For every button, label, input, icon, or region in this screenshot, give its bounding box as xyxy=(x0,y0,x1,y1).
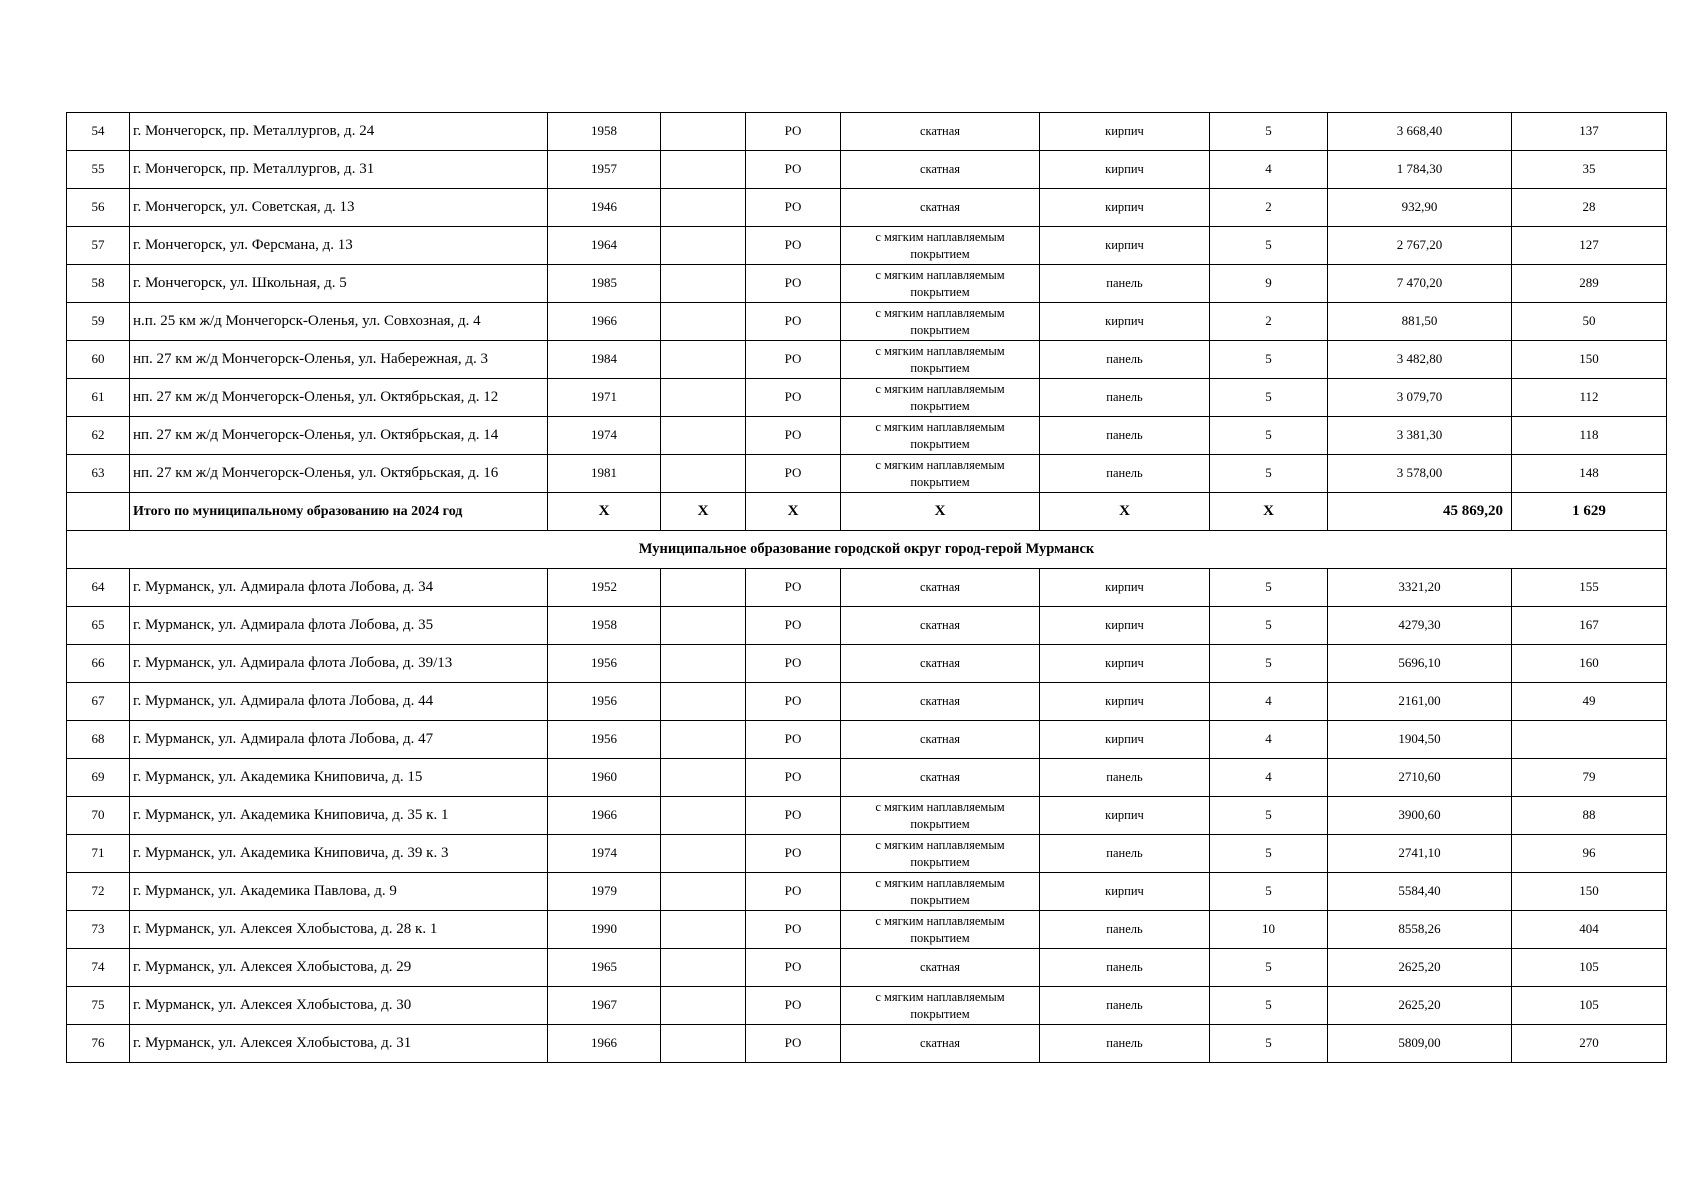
table-row xyxy=(67,455,1667,493)
row-area: 2625,20 xyxy=(1328,987,1512,1025)
table-row xyxy=(67,949,1667,987)
row-residents: 50 xyxy=(1512,303,1667,341)
row-roof: с мягким наплавляемым покрытием xyxy=(841,341,1040,379)
row-wall: кирпич xyxy=(1040,569,1210,607)
row-floors: 4 xyxy=(1210,721,1328,759)
row-empty-col xyxy=(661,303,746,341)
group2-body xyxy=(67,569,1667,1063)
row-residents: 148 xyxy=(1512,455,1667,493)
row-address: г. Мурманск, ул. Адмирала флота Лобова, д. 35 xyxy=(130,607,548,645)
row-area: 5809,00 xyxy=(1328,1025,1512,1063)
row-wall: панель xyxy=(1040,835,1210,873)
row-roof: с мягким наплавляемым покрытием xyxy=(841,227,1040,265)
row-empty-col xyxy=(661,987,746,1025)
row-residents: 270 xyxy=(1512,1025,1667,1063)
table-row xyxy=(67,265,1667,303)
row-year: 1957 xyxy=(548,151,661,189)
row-residents: 105 xyxy=(1512,949,1667,987)
row-residents: 105 xyxy=(1512,987,1667,1025)
row-residents: 289 xyxy=(1512,265,1667,303)
row-wall: панель xyxy=(1040,417,1210,455)
row-type: РО xyxy=(746,911,841,949)
row-address: г. Мурманск, ул. Алексея Хлобыстова, д. 31 xyxy=(130,1025,548,1063)
row-year: 1966 xyxy=(548,1025,661,1063)
row-address: н.п. 25 км ж/д Мончегорск-Оленья, ул. Совхозная, д. 4 xyxy=(130,303,548,341)
row-roof: с мягким наплавляемым покрытием xyxy=(841,303,1040,341)
total-x-c4: Х xyxy=(661,493,746,531)
row-wall: кирпич xyxy=(1040,683,1210,721)
row-roof: с мягким наплавляемым покрытием xyxy=(841,379,1040,417)
row-roof: с мягким наплавляемым покрытием xyxy=(841,987,1040,1025)
row-empty-col xyxy=(661,417,746,455)
row-number: 66 xyxy=(67,645,130,683)
row-number: 69 xyxy=(67,759,130,797)
row-roof: скатная xyxy=(841,683,1040,721)
row-empty-col xyxy=(661,227,746,265)
row-roof: скатная xyxy=(841,189,1040,227)
row-type: РО xyxy=(746,341,841,379)
row-type: РО xyxy=(746,227,841,265)
row-empty-col xyxy=(661,949,746,987)
total-empty-cell xyxy=(67,493,130,531)
row-number: 57 xyxy=(67,227,130,265)
row-area: 2625,20 xyxy=(1328,949,1512,987)
row-floors: 5 xyxy=(1210,607,1328,645)
row-number: 54 xyxy=(67,113,130,151)
table-row xyxy=(67,683,1667,721)
row-address: г. Мурманск, ул. Адмирала флота Лобова, д. 34 xyxy=(130,569,548,607)
row-residents: 88 xyxy=(1512,797,1667,835)
row-number: 63 xyxy=(67,455,130,493)
row-address: г. Мурманск, ул. Академика Павлова, д. 9 xyxy=(130,873,548,911)
row-floors: 9 xyxy=(1210,265,1328,303)
row-residents: 49 xyxy=(1512,683,1667,721)
row-type: РО xyxy=(746,949,841,987)
row-floors: 2 xyxy=(1210,189,1328,227)
row-area: 5696,10 xyxy=(1328,645,1512,683)
row-empty-col xyxy=(661,151,746,189)
row-roof: с мягким наплавляемым покрытием xyxy=(841,911,1040,949)
row-wall: кирпич xyxy=(1040,303,1210,341)
row-floors: 5 xyxy=(1210,949,1328,987)
row-number: 75 xyxy=(67,987,130,1025)
row-number: 65 xyxy=(67,607,130,645)
row-residents: 150 xyxy=(1512,873,1667,911)
row-roof: с мягким наплавляемым покрытием xyxy=(841,797,1040,835)
row-wall: панель xyxy=(1040,949,1210,987)
row-year: 1967 xyxy=(548,987,661,1025)
row-residents: 160 xyxy=(1512,645,1667,683)
row-residents: 28 xyxy=(1512,189,1667,227)
row-empty-col xyxy=(661,455,746,493)
row-year: 1946 xyxy=(548,189,661,227)
row-floors: 5 xyxy=(1210,835,1328,873)
row-wall: кирпич xyxy=(1040,227,1210,265)
total-x-floors: Х xyxy=(1210,493,1328,531)
row-wall: панель xyxy=(1040,1025,1210,1063)
table-row xyxy=(67,151,1667,189)
row-address: г. Мончегорск, ул. Советская, д. 13 xyxy=(130,189,548,227)
row-empty-col xyxy=(661,379,746,417)
row-wall: кирпич xyxy=(1040,873,1210,911)
row-floors: 2 xyxy=(1210,303,1328,341)
section-header: Муниципальное образование городской округ город-герой Мурманск xyxy=(67,531,1667,569)
row-area: 1 784,30 xyxy=(1328,151,1512,189)
row-residents: 127 xyxy=(1512,227,1667,265)
row-residents xyxy=(1512,721,1667,759)
row-type: РО xyxy=(746,455,841,493)
row-residents: 404 xyxy=(1512,911,1667,949)
row-area: 2 767,20 xyxy=(1328,227,1512,265)
row-type: РО xyxy=(746,683,841,721)
row-type: РО xyxy=(746,265,841,303)
table-row xyxy=(67,987,1667,1025)
row-empty-col xyxy=(661,341,746,379)
row-area: 5584,40 xyxy=(1328,873,1512,911)
housing-table xyxy=(66,112,1667,1063)
row-number: 55 xyxy=(67,151,130,189)
table-row xyxy=(67,873,1667,911)
row-empty-col xyxy=(661,645,746,683)
row-type: РО xyxy=(746,721,841,759)
table-row xyxy=(67,911,1667,949)
row-type: РО xyxy=(746,759,841,797)
table-row xyxy=(67,835,1667,873)
row-floors: 5 xyxy=(1210,113,1328,151)
row-roof: скатная xyxy=(841,1025,1040,1063)
row-type: РО xyxy=(746,303,841,341)
row-area: 2710,60 xyxy=(1328,759,1512,797)
table-row xyxy=(67,569,1667,607)
row-year: 1960 xyxy=(548,759,661,797)
row-year: 1981 xyxy=(548,455,661,493)
row-floors: 5 xyxy=(1210,1025,1328,1063)
row-type: РО xyxy=(746,645,841,683)
row-empty-col xyxy=(661,797,746,835)
row-address: нп. 27 км ж/д Мончегорск-Оленья, ул. Октябрьская, д. 12 xyxy=(130,379,548,417)
row-area: 3 668,40 xyxy=(1328,113,1512,151)
row-floors: 5 xyxy=(1210,227,1328,265)
row-roof: скатная xyxy=(841,151,1040,189)
row-number: 58 xyxy=(67,265,130,303)
row-year: 1956 xyxy=(548,721,661,759)
total-x-year: Х xyxy=(548,493,661,531)
total-body xyxy=(67,493,1667,569)
row-wall: кирпич xyxy=(1040,607,1210,645)
row-residents: 118 xyxy=(1512,417,1667,455)
row-roof: с мягким наплавляемым покрытием xyxy=(841,873,1040,911)
row-residents: 112 xyxy=(1512,379,1667,417)
row-empty-col xyxy=(661,835,746,873)
row-year: 1966 xyxy=(548,797,661,835)
row-number: 71 xyxy=(67,835,130,873)
row-address: г. Мурманск, ул. Алексея Хлобыстова, д. 28 к. 1 xyxy=(130,911,548,949)
row-address: г. Мончегорск, пр. Металлургов, д. 31 xyxy=(130,151,548,189)
row-type: РО xyxy=(746,835,841,873)
row-roof: скатная xyxy=(841,949,1040,987)
row-floors: 5 xyxy=(1210,341,1328,379)
row-year: 1985 xyxy=(548,265,661,303)
row-area: 7 470,20 xyxy=(1328,265,1512,303)
table-row xyxy=(67,607,1667,645)
row-type: РО xyxy=(746,113,841,151)
row-floors: 10 xyxy=(1210,911,1328,949)
row-floors: 4 xyxy=(1210,759,1328,797)
row-type: РО xyxy=(746,987,841,1025)
total-area: 45 869,20 xyxy=(1328,493,1512,531)
row-wall: панель xyxy=(1040,341,1210,379)
row-wall: панель xyxy=(1040,265,1210,303)
row-residents: 96 xyxy=(1512,835,1667,873)
row-residents: 155 xyxy=(1512,569,1667,607)
row-address: г. Мурманск, ул. Академика Книповича, д. 15 xyxy=(130,759,548,797)
row-type: РО xyxy=(746,607,841,645)
total-residents: 1 629 xyxy=(1512,493,1667,531)
total-x-roof: Х xyxy=(841,493,1040,531)
row-roof: скатная xyxy=(841,607,1040,645)
row-floors: 4 xyxy=(1210,683,1328,721)
row-address: г. Мурманск, ул. Адмирала флота Лобова, д. 47 xyxy=(130,721,548,759)
row-area: 881,50 xyxy=(1328,303,1512,341)
row-type: РО xyxy=(746,151,841,189)
row-address: г. Мурманск, ул. Адмирала флота Лобова, д. 44 xyxy=(130,683,548,721)
row-residents: 35 xyxy=(1512,151,1667,189)
row-empty-col xyxy=(661,607,746,645)
row-type: РО xyxy=(746,189,841,227)
row-residents: 150 xyxy=(1512,341,1667,379)
row-roof: скатная xyxy=(841,569,1040,607)
row-address: г. Мончегорск, пр. Металлургов, д. 24 xyxy=(130,113,548,151)
row-year: 1958 xyxy=(548,113,661,151)
row-year: 1971 xyxy=(548,379,661,417)
row-roof: скатная xyxy=(841,113,1040,151)
row-area: 8558,26 xyxy=(1328,911,1512,949)
row-type: РО xyxy=(746,417,841,455)
row-wall: кирпич xyxy=(1040,189,1210,227)
row-year: 1952 xyxy=(548,569,661,607)
row-address: нп. 27 км ж/д Мончегорск-Оленья, ул. Набережная, д. 3 xyxy=(130,341,548,379)
row-year: 1984 xyxy=(548,341,661,379)
row-empty-col xyxy=(661,721,746,759)
table-row xyxy=(67,417,1667,455)
row-floors: 5 xyxy=(1210,417,1328,455)
row-empty-col xyxy=(661,759,746,797)
row-area: 3 079,70 xyxy=(1328,379,1512,417)
row-wall: панель xyxy=(1040,455,1210,493)
row-wall: кирпич xyxy=(1040,721,1210,759)
row-year: 1990 xyxy=(548,911,661,949)
table-row xyxy=(67,645,1667,683)
row-area: 2161,00 xyxy=(1328,683,1512,721)
row-residents: 167 xyxy=(1512,607,1667,645)
row-address: г. Мончегорск, ул. Школьная, д. 5 xyxy=(130,265,548,303)
row-roof: скатная xyxy=(841,645,1040,683)
row-year: 1956 xyxy=(548,683,661,721)
table-row xyxy=(67,797,1667,835)
row-year: 1958 xyxy=(548,607,661,645)
row-number: 60 xyxy=(67,341,130,379)
row-number: 76 xyxy=(67,1025,130,1063)
row-type: РО xyxy=(746,569,841,607)
table-row xyxy=(67,189,1667,227)
row-roof: с мягким наплавляемым покрытием xyxy=(841,455,1040,493)
row-address: г. Мурманск, ул. Академика Книповича, д. 39 к. 3 xyxy=(130,835,548,873)
table-row xyxy=(67,341,1667,379)
row-address: нп. 27 км ж/д Мончегорск-Оленья, ул. Октябрьская, д. 14 xyxy=(130,417,548,455)
row-number: 56 xyxy=(67,189,130,227)
row-empty-col xyxy=(661,113,746,151)
group1-body xyxy=(67,113,1667,493)
row-wall: панель xyxy=(1040,379,1210,417)
row-empty-col xyxy=(661,873,746,911)
row-number: 64 xyxy=(67,569,130,607)
row-year: 1966 xyxy=(548,303,661,341)
row-floors: 5 xyxy=(1210,797,1328,835)
row-area: 3 482,80 xyxy=(1328,341,1512,379)
row-address: г. Мурманск, ул. Алексея Хлобыстова, д. 29 xyxy=(130,949,548,987)
row-address: нп. 27 км ж/д Мончегорск-Оленья, ул. Октябрьская, д. 16 xyxy=(130,455,548,493)
row-wall: кирпич xyxy=(1040,645,1210,683)
row-area: 932,90 xyxy=(1328,189,1512,227)
row-year: 1964 xyxy=(548,227,661,265)
row-wall: кирпич xyxy=(1040,113,1210,151)
table-row xyxy=(67,113,1667,151)
row-floors: 5 xyxy=(1210,379,1328,417)
row-roof: с мягким наплавляемым покрытием xyxy=(841,417,1040,455)
row-number: 61 xyxy=(67,379,130,417)
row-number: 73 xyxy=(67,911,130,949)
row-floors: 5 xyxy=(1210,455,1328,493)
row-wall: кирпич xyxy=(1040,151,1210,189)
row-year: 1974 xyxy=(548,417,661,455)
row-number: 72 xyxy=(67,873,130,911)
table-row xyxy=(67,759,1667,797)
row-roof: с мягким наплавляемым покрытием xyxy=(841,265,1040,303)
row-number: 67 xyxy=(67,683,130,721)
total-x-wall: Х xyxy=(1040,493,1210,531)
row-year: 1965 xyxy=(548,949,661,987)
row-floors: 5 xyxy=(1210,645,1328,683)
row-type: РО xyxy=(746,379,841,417)
row-roof: с мягким наплавляемым покрытием xyxy=(841,835,1040,873)
row-area: 3321,20 xyxy=(1328,569,1512,607)
row-area: 3900,60 xyxy=(1328,797,1512,835)
row-residents: 79 xyxy=(1512,759,1667,797)
row-empty-col xyxy=(661,265,746,303)
table-row xyxy=(67,379,1667,417)
row-area: 2741,10 xyxy=(1328,835,1512,873)
table-row xyxy=(67,1025,1667,1063)
row-number: 70 xyxy=(67,797,130,835)
row-address: г. Мурманск, ул. Академика Книповича, д. 35 к. 1 xyxy=(130,797,548,835)
row-roof: скатная xyxy=(841,759,1040,797)
row-empty-col xyxy=(661,569,746,607)
row-year: 1974 xyxy=(548,835,661,873)
row-wall: панель xyxy=(1040,911,1210,949)
table-row xyxy=(67,721,1667,759)
row-floors: 5 xyxy=(1210,569,1328,607)
row-address: г. Мурманск, ул. Алексея Хлобыстова, д. 30 xyxy=(130,987,548,1025)
row-empty-col xyxy=(661,1025,746,1063)
row-type: РО xyxy=(746,873,841,911)
row-floors: 5 xyxy=(1210,873,1328,911)
row-wall: кирпич xyxy=(1040,797,1210,835)
row-area: 1904,50 xyxy=(1328,721,1512,759)
row-empty-col xyxy=(661,911,746,949)
row-residents: 137 xyxy=(1512,113,1667,151)
total-x-type: Х xyxy=(746,493,841,531)
row-type: РО xyxy=(746,797,841,835)
total-row xyxy=(67,493,1667,531)
row-floors: 4 xyxy=(1210,151,1328,189)
row-number: 59 xyxy=(67,303,130,341)
row-number: 62 xyxy=(67,417,130,455)
row-wall: панель xyxy=(1040,759,1210,797)
section-header-row xyxy=(67,531,1667,569)
row-address: г. Мончегорск, ул. Ферсмана, д. 13 xyxy=(130,227,548,265)
table-row xyxy=(67,303,1667,341)
row-roof: скатная xyxy=(841,721,1040,759)
row-empty-col xyxy=(661,189,746,227)
row-area: 3 578,00 xyxy=(1328,455,1512,493)
total-label: Итого по муниципальному образованию на 2024 год xyxy=(130,493,548,531)
row-empty-col xyxy=(661,683,746,721)
row-number: 68 xyxy=(67,721,130,759)
row-address: г. Мурманск, ул. Адмирала флота Лобова, д. 39/13 xyxy=(130,645,548,683)
row-year: 1956 xyxy=(548,645,661,683)
row-wall: панель xyxy=(1040,987,1210,1025)
row-number: 74 xyxy=(67,949,130,987)
row-area: 4279,30 xyxy=(1328,607,1512,645)
row-area: 3 381,30 xyxy=(1328,417,1512,455)
row-floors: 5 xyxy=(1210,987,1328,1025)
row-year: 1979 xyxy=(548,873,661,911)
row-type: РО xyxy=(746,1025,841,1063)
table-row xyxy=(67,227,1667,265)
